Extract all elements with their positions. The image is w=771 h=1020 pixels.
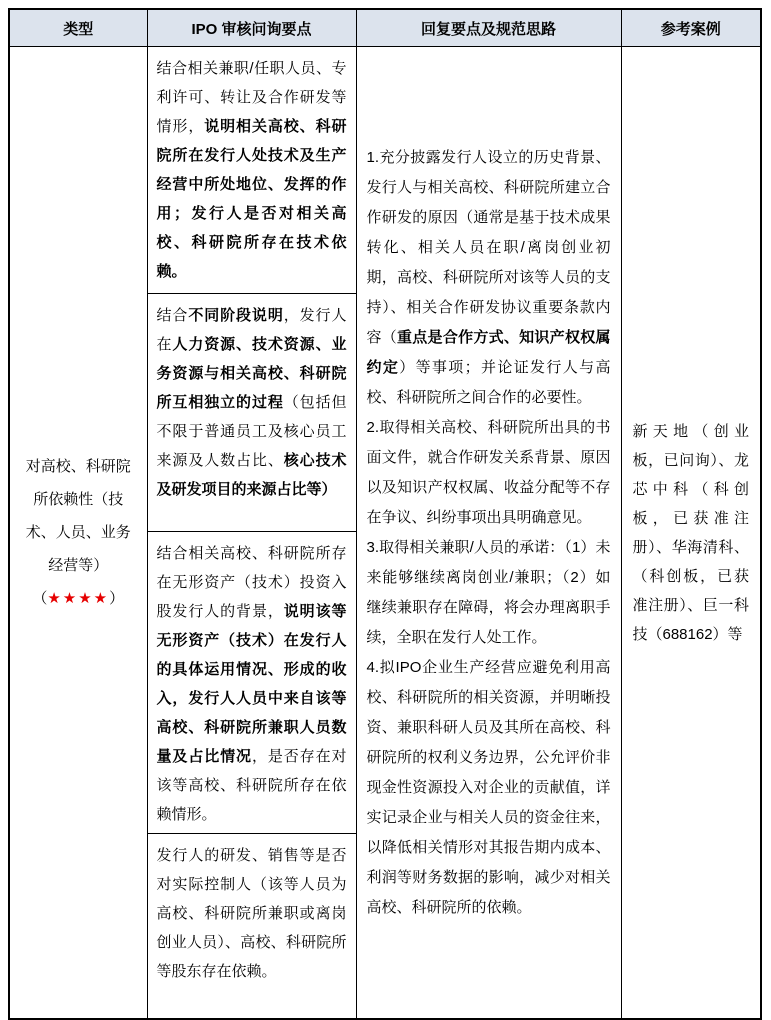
- col-header-reply-points: 回复要点及规范思路: [356, 9, 621, 47]
- reply-cell: [356, 47, 621, 1020]
- ipo-inquiry-table: [8, 8, 762, 1020]
- header-row: [9, 9, 761, 47]
- inquiry-cell-3: 结合相关高校、科研院所存在无形资产（技术）投资入股发行人的背景，说明该等无形资产（技术）在发行人的具体运用情况、形成的收入，发行人人员中来自该等高校、科研院所兼职人员数量及占比情况，是否存在对该等高校、科研院所存在依赖情形。: [147, 532, 356, 834]
- star-rating: ★★★★: [47, 590, 110, 607]
- reply-paragraph-4: 4.拟IPO企业生产经营应避免利用高校、科研院所的相关资源，并明晰投资、兼职科研人员及其所在高校、科研院所的权利义务边界，公允评价非现金性资源投入对企业的贡献值，详实记录企业与相关人员的资金往来，以降低相关情形对其报告期内成本、利润等财务数据的影响，减少对相关高校、科研院所的依赖。: [366, 658, 611, 916]
- inquiry-cell-1: 结合相关兼职/任职人员、专利许可、转让及合作研发等情形，说明相关高校、科研院所在发行人处技术及生产经营中所处地位、发挥的作用；发行人是否对相关高校、科研院所存在技术依赖。: [147, 47, 356, 294]
- inquiry-cell-4: 发行人的研发、销售等是否对实际控制人（该等人员为高校、科研院所兼职或离岗创业人员）、高校、科研院所等股东存在依赖。: [147, 834, 356, 1020]
- reply-paragraph-2: 2.取得相关高校、科研院所出具的书面文件，就合作研发关系背景、原因以及知识产权权属、收益分配等不存在争议、纠纷事项出具明确意见。: [366, 418, 611, 526]
- type-cell-text: 对高校、科研院所依赖性（技术、人员、业务经营等）: [25, 458, 131, 574]
- importance-stars: （★★★★）: [32, 590, 125, 607]
- inquiry-cell-2: 结合不同阶段说明，发行人在人力资源、技术资源、业务资源与相关高校、科研院所互相独立的过程（包括但不限于普通员工及核心员工来源及人数占比、核心技术及研发项目的来源占比等）: [147, 294, 356, 532]
- col-header-type: 类型: [9, 9, 147, 47]
- case-cell: 新天地（创业板，已问询）、龙芯中科（科创板，已获准注册）、华海清科、（科创板，已获准注册）、巨一科技（688162）等: [621, 47, 761, 1020]
- type-cell: [9, 47, 147, 1020]
- col-header-inquiry-points: IPO 审核问询要点: [147, 9, 356, 47]
- table-row: [9, 47, 761, 294]
- reply-paragraph-1: 1.充分披露发行人设立的历史背景、发行人与相关高校、科研院所建立合作研发的原因（通常是基于技术成果转化、相关人员在职/离岗创业初期，高校、科研院所对该等人员的支持）、相关合作研发协议重要条款内容（重点是合作方式、知识产权权属约定）等事项；并论证发行人与高校、科研院所之间合作的必要性。: [366, 148, 611, 406]
- reply-paragraph-3: 3.取得相关兼职/人员的承诺：（1）未来能够继续离岗创业/兼职；（2）如继续兼职存在障碍，将会办理离职手续，全职在发行人处工作。: [366, 538, 611, 646]
- col-header-reference-cases: 参考案例: [621, 9, 761, 47]
